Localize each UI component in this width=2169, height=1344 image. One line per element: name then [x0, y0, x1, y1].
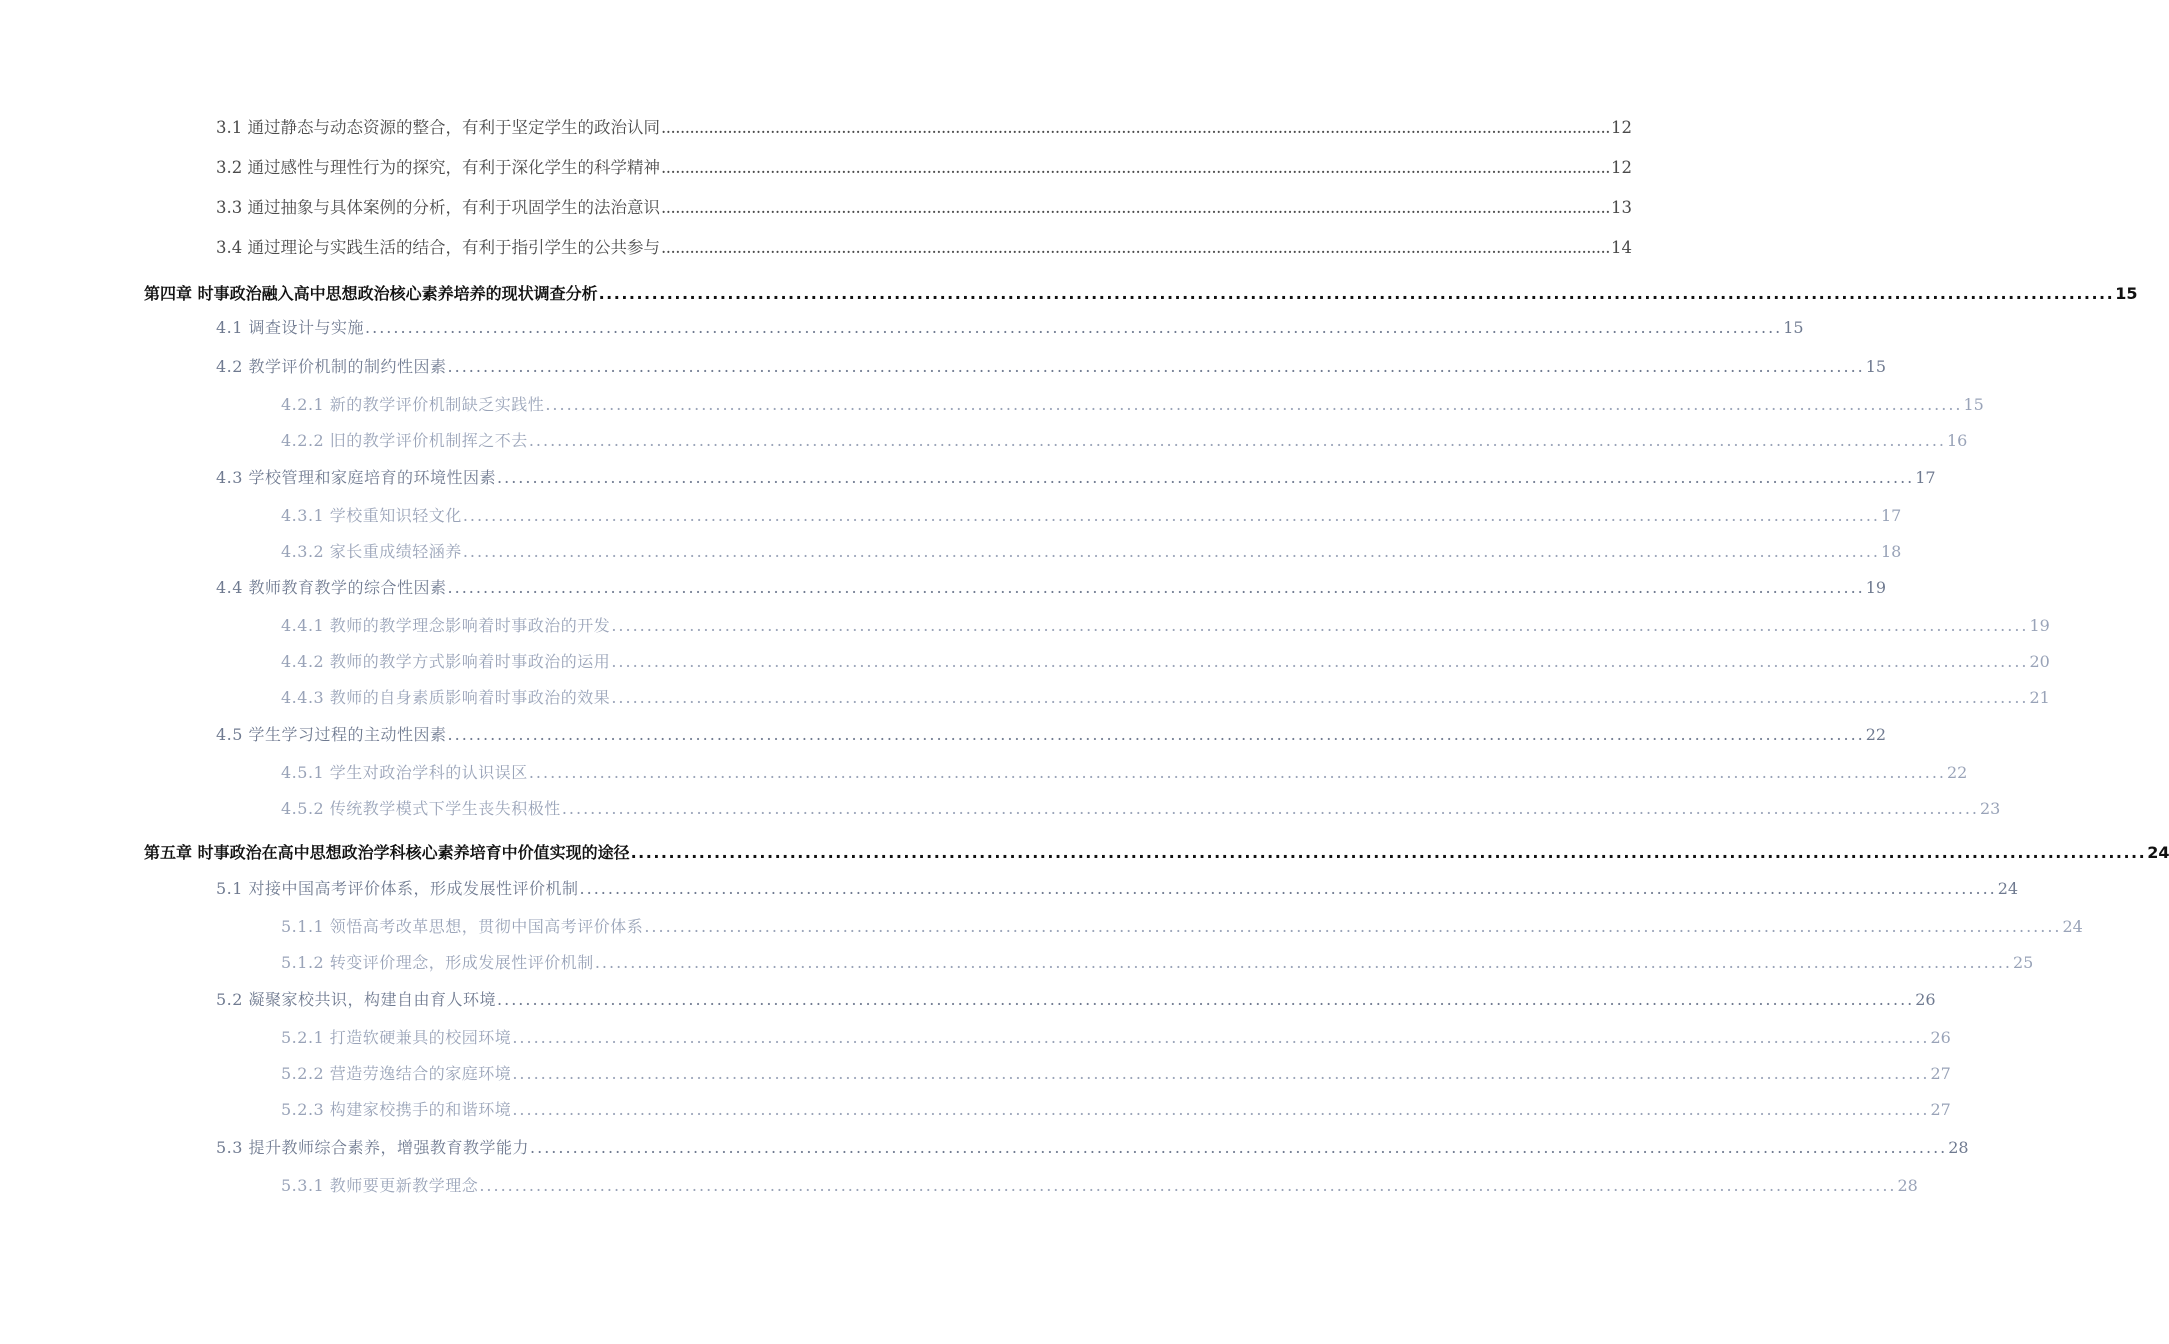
- toc-entry[interactable]: [144, 841, 2169, 867]
- toc-dot-leader: ........................................................................................................................................................................................................: [661, 118, 1610, 137]
- toc-dot-leader: ........................................................................................................................................................................................................: [545, 395, 1963, 414]
- toc-entry-title: 4.5 学生学习过程的主动性因素: [216, 725, 447, 744]
- toc-dot-leader: ........................................................................................................................................................................................................: [579, 879, 1997, 898]
- toc-entry[interactable]: [281, 650, 2050, 676]
- toc-entry[interactable]: [216, 355, 1887, 381]
- toc-entry[interactable]: [281, 797, 2001, 823]
- toc-dot-leader: ........................................................................................................................................................................................................: [661, 158, 1610, 177]
- toc-entry-title: 4.2.1 新的教学评价机制缺乏实践性: [281, 395, 545, 414]
- toc-dot-leader: ........................................................................................................................................................................................................: [528, 431, 1946, 450]
- toc-entry[interactable]: [281, 686, 2050, 712]
- toc-dot-leader: ........................................................................................................................................................................................................: [611, 688, 2029, 707]
- toc-entry-title: 5.1.1 领悟高考改革思想，贯彻中国高考评价体系: [281, 917, 644, 936]
- toc-page-number: 15: [2115, 284, 2138, 303]
- toc-dot-leader: ........................................................................................................................................................................................................: [528, 763, 1946, 782]
- toc-dot-leader: ........................................................................................................................................................................................................: [447, 725, 1865, 744]
- toc-entry[interactable]: [281, 540, 1902, 566]
- toc-page-number: 20: [2029, 652, 2050, 671]
- toc-page-number: 26: [1915, 990, 1936, 1009]
- toc-entry-title: 5.1.2 转变评价理念，形成发展性评价机制: [281, 953, 594, 972]
- toc-page-number: 17: [1915, 468, 1936, 487]
- toc-entry-title: 5.2.2 营造劳逸结合的家庭环境: [281, 1064, 512, 1083]
- toc-entry[interactable]: [216, 1136, 1969, 1162]
- toc-entry-title: 5.2.3 构建家校携手的和谐环境: [281, 1100, 512, 1119]
- toc-page-number: 12: [1610, 118, 1632, 137]
- toc-entry[interactable]: [281, 1026, 1951, 1052]
- toc-entry[interactable]: [216, 988, 1936, 1014]
- toc-entry-title: 4.4.1 教师的教学理念影响着时事政治的开发: [281, 616, 611, 635]
- toc-entry-title: 4.1 调查设计与实施: [216, 318, 365, 337]
- toc-entry-title: 5.3.1 教师要更新教学理念: [281, 1176, 479, 1195]
- toc-entry[interactable]: [216, 316, 1804, 342]
- toc-dot-leader: ........................................................................................................................................................................................................: [611, 616, 2029, 635]
- toc-dot-leader: ........................................................................................................................................................................................................: [530, 1138, 1948, 1157]
- toc-page-number: 22: [1947, 763, 1968, 782]
- toc-page-number: 19: [1865, 578, 1887, 597]
- toc-page-number: 24: [2062, 917, 2083, 936]
- toc-dot-leader: ........................................................................................................................................................................................................: [561, 799, 1979, 818]
- toc-page-number: 28: [1948, 1138, 1969, 1157]
- toc-page-number: 24: [2147, 843, 2169, 862]
- toc-dot-leader: ........................................................................................................................................................................................................: [512, 1064, 1930, 1083]
- toc-dot-leader: ........................................................................................................................................................................................................: [462, 542, 1880, 561]
- toc-entry-title: 4.3.2 家长重成绩轻涵养: [281, 542, 462, 561]
- toc-dot-leader: ........................................................................................................................................................................................................: [512, 1028, 1930, 1047]
- toc-entry-title: 4.5.1 学生对政治学科的认识误区: [281, 763, 528, 782]
- toc-dot-leader: ........................................................................................................................................................................................................: [661, 238, 1610, 257]
- toc-page-number: 27: [1930, 1064, 1951, 1083]
- toc-dot-leader: ........................................................................................................................................................................................................: [479, 1176, 1897, 1195]
- toc-entry[interactable]: [216, 576, 1887, 602]
- toc-entry[interactable]: [281, 915, 2083, 941]
- toc-entry-title: 4.5.2 传统教学模式下学生丧失积极性: [281, 799, 561, 818]
- toc-entry[interactable]: [216, 466, 1936, 492]
- toc-dot-leader: ........................................................................................................................................................................................................: [447, 578, 1865, 597]
- toc-page-number: 23: [1980, 799, 2001, 818]
- toc-dot-leader: ........................................................................................................................................................................................................: [462, 506, 1880, 525]
- toc-entry-title: 4.2 教学评价机制的制约性因素: [216, 357, 447, 376]
- toc-entry[interactable]: [216, 116, 1632, 142]
- toc-entry-title: 3.2 通过感性与理性行为的探究，有利于深化学生的科学精神: [216, 158, 660, 177]
- toc-page-number: 13: [1610, 198, 1632, 217]
- toc-dot-leader: ........................................................................................................................................................................................................: [661, 198, 1610, 217]
- toc-entry-title: 4.2.2 旧的教学评价机制挥之不去: [281, 431, 528, 450]
- toc-entry-title: 5.2 凝聚家校共识，构建自由育人环境: [216, 990, 497, 1009]
- toc-entry[interactable]: [216, 196, 1632, 222]
- toc-dot-leader: ........................................................................................................................................................................................................: [365, 318, 1783, 337]
- toc-entry-title: 4.4.3 教师的自身素质影响着时事政治的效果: [281, 688, 611, 707]
- toc-page-number: 15: [1963, 395, 1984, 414]
- toc-entry[interactable]: [281, 429, 1968, 455]
- toc-entry-title: 3.3 通过抽象与具体案例的分析，有利于巩固学生的法治意识: [216, 198, 660, 217]
- toc-entry-title: 5.1 对接中国高考评价体系，形成发展性评价机制: [216, 879, 579, 898]
- toc-page-number: 17: [1881, 506, 1902, 525]
- toc-entry[interactable]: [281, 1098, 1951, 1124]
- toc-page-number: 21: [2029, 688, 2050, 707]
- toc-entry[interactable]: [216, 156, 1632, 182]
- toc-entry[interactable]: [281, 951, 2034, 977]
- toc-dot-leader: ........................................................................................................................................................................................................: [611, 652, 2029, 671]
- toc-dot-leader: ........................................................................................................................................................................................................: [497, 468, 1915, 487]
- toc-dot-leader: ........................................................................................................................................................................................................: [497, 990, 1915, 1009]
- toc-dot-leader: ........................................................................................................................................................................................................: [512, 1100, 1930, 1119]
- toc-page-number: 22: [1865, 725, 1887, 744]
- toc-dot-leader: ........................................................................................................................................................................................................: [447, 357, 1865, 376]
- toc-entry[interactable]: [281, 761, 1968, 787]
- toc-entry-title: 5.3 提升教师综合素养，增强教育教学能力: [216, 1138, 530, 1157]
- toc-page-number: 15: [1865, 357, 1887, 376]
- toc-entry-title: 4.4.2 教师的教学方式影响着时事政治的运用: [281, 652, 611, 671]
- toc-entry-title: 4.3.1 学校重知识轻文化: [281, 506, 462, 525]
- toc-entry[interactable]: [144, 282, 2138, 308]
- toc-entry[interactable]: [216, 236, 1632, 262]
- toc-entry[interactable]: [216, 877, 2019, 903]
- toc-dot-leader: ........................................................................................................................................................................................................: [630, 843, 2147, 862]
- toc-entry[interactable]: [281, 393, 1984, 419]
- toc-page-number: 25: [2013, 953, 2034, 972]
- toc-page-number: 27: [1930, 1100, 1951, 1119]
- toc-entry-title: 第五章 时事政治在高中思想政治学科核心素养培育中价值实现的途径: [144, 843, 630, 862]
- toc-dot-leader: ........................................................................................................................................................................................................: [598, 284, 2115, 303]
- toc-page-number: 19: [2029, 616, 2050, 635]
- toc-page-number: 12: [1610, 158, 1632, 177]
- toc-dot-leader: ........................................................................................................................................................................................................: [644, 917, 2062, 936]
- toc-dot-leader: ........................................................................................................................................................................................................: [594, 953, 2012, 972]
- toc-page-number: 16: [1947, 431, 1968, 450]
- toc-entry-title: 4.3 学校管理和家庭培育的环境性因素: [216, 468, 497, 487]
- toc-entry[interactable]: [281, 1174, 1918, 1200]
- toc-page-number: 18: [1881, 542, 1902, 561]
- toc-entry-title: 第四章 时事政治融入高中思想政治核心素养培养的现状调查分析: [144, 284, 598, 303]
- toc-page-number: 28: [1897, 1176, 1918, 1195]
- toc-entry-title: 3.1 通过静态与动态资源的整合，有利于坚定学生的政治认同: [216, 118, 660, 137]
- toc-entry[interactable]: [281, 504, 1902, 530]
- toc-page-number: 15: [1783, 318, 1804, 337]
- toc-entry-title: 4.4 教师教育教学的综合性因素: [216, 578, 447, 597]
- toc-entry[interactable]: [281, 1062, 1951, 1088]
- toc-page-number: 26: [1930, 1028, 1951, 1047]
- toc-entry[interactable]: [216, 723, 1887, 749]
- toc-page-number: 14: [1610, 238, 1632, 257]
- toc-page-number: 24: [1997, 879, 2019, 898]
- toc-entry-title: 5.2.1 打造软硬兼具的校园环境: [281, 1028, 512, 1047]
- toc-entry[interactable]: [281, 614, 2050, 640]
- toc-entry-title: 3.4 通过理论与实践生活的结合，有利于指引学生的公共参与: [216, 238, 660, 257]
